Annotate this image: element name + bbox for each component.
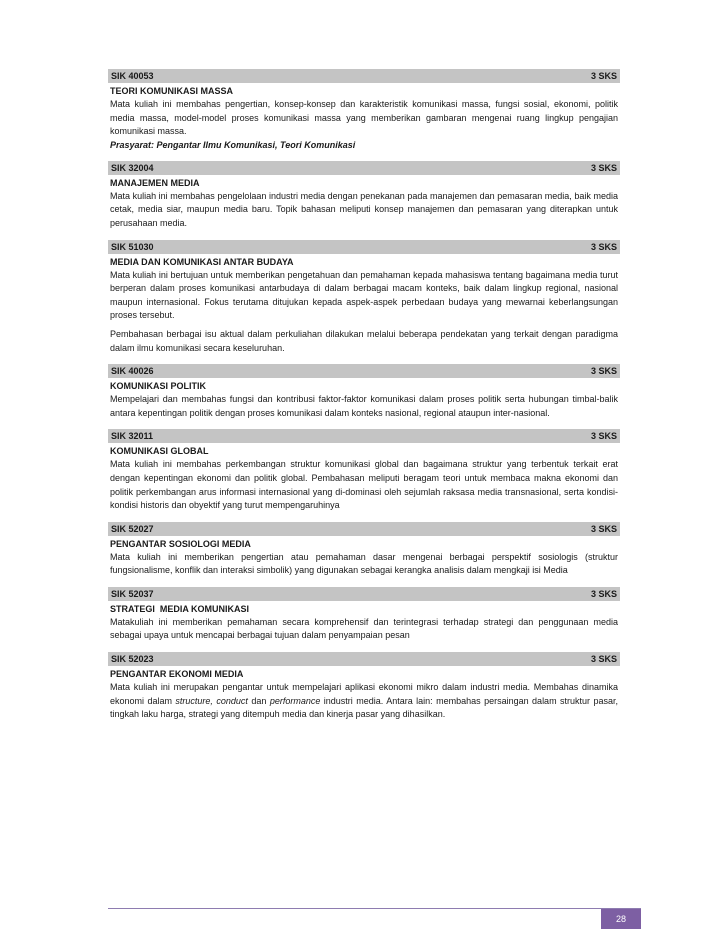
course-prerequisite: Prasyarat: Pengantar Ilmu Komunikasi, Teori Komunikasi bbox=[110, 139, 356, 150]
course-header bbox=[108, 587, 620, 601]
page-number: 28 bbox=[601, 909, 641, 929]
course-item bbox=[108, 364, 620, 420]
course-credits: 3 SKS bbox=[590, 162, 617, 173]
course-credits: 3 SKS bbox=[590, 71, 617, 81]
course-code: SIK 52023 bbox=[111, 654, 154, 665]
course-item bbox=[108, 69, 620, 152]
course-description: Matakuliah ini memberikan pemahaman secara komprehensif dan terintegrasi terhadap strategi dan penggunaan media sebagai upaya untuk mencapai berbagai tujuan dalam penyampaian pesan bbox=[110, 616, 618, 641]
course-header bbox=[108, 364, 620, 378]
course-description: Pembahasan berbagai isu aktual dalam perkuliahan dilakukan melalui beberapa pendekatan yang terkait dengan paradigma dalam ilmu komunikasi secara keseluruhan. bbox=[110, 328, 618, 353]
course-code: SIK 52037 bbox=[111, 588, 154, 599]
course-header bbox=[108, 69, 620, 83]
course-credits: 3 SKS bbox=[590, 588, 617, 599]
course-list bbox=[108, 69, 620, 731]
course-title: KOMUNIKASI POLITIK bbox=[110, 381, 206, 392]
footer-divider bbox=[108, 908, 641, 909]
course-title: PENGANTAR EKONOMI MEDIA bbox=[110, 669, 244, 680]
course-title: MEDIA DAN KOMUNIKASI ANTAR BUDAYA bbox=[110, 256, 294, 267]
course-credits: 3 SKS bbox=[590, 431, 617, 442]
course-title: STRATEGI MEDIA KOMUNIKASI bbox=[110, 603, 249, 614]
course-description: Mata kuliah ini merupakan pengantar untuk mempelajari aplikasi ekonomi mikro dalam industri media. Membahas dinamika ekonomi dalam structure, conduct dan performance industri media. Antara lain: membahas persaingan dalam struktur pasar, tingkah laku harga, strategi yang ditempuh media dan kinerja pasar yang dihasilkan. bbox=[110, 682, 618, 720]
course-item bbox=[108, 652, 620, 722]
course-code: SIK 32011 bbox=[111, 431, 154, 442]
course-credits: 3 SKS bbox=[590, 241, 617, 252]
course-description: Mata kuliah ini bertujuan untuk memberikan pengetahuan dan pemahaman kepada mahasiswa tentang bagaimana media turut berperan dalam proses komunikasi antarbudaya di dalam berbagai macam konteks, baik dalam lingkup regional, nasional maupun internasional. Fokus terutama ditujukan kepada aspek-aspek perbedaan budaya yang mewarnai keberlangsungan proses tersebut. bbox=[110, 269, 618, 321]
course-header bbox=[108, 161, 620, 175]
course-code: SIK 40026 bbox=[111, 366, 154, 377]
course-item bbox=[108, 240, 620, 356]
course-description: Mata kuliah ini membahas pengertian, konsep-konsep dan karakteristik komunikasi massa, fungsi sosial, ekonomi, politik media massa, model-model proses komunikasi massa yang memberikan gambaran mengenai ruang lingkup pengajian komunikasi massa. bbox=[110, 99, 618, 137]
course-title: TEORI KOMUNIKASI MASSA bbox=[110, 86, 234, 96]
course-header bbox=[108, 522, 620, 536]
course-code: SIK 52027 bbox=[111, 523, 154, 534]
course-item bbox=[108, 587, 620, 643]
course-description: Mata kuliah ini membahas pengelolaan industri media dengan penekanan pada manajemen dan pemasaran media, baik media cetak, media siar, maupun media baru. Topik bahasan meliputi konsep manajemen dan pemasaran yang diterapkan untuk perusahaan media. bbox=[110, 190, 618, 228]
course-item bbox=[108, 522, 620, 578]
course-item bbox=[108, 161, 620, 231]
course-description: Mata kuliah ini memberikan pengertian atau pemahaman dasar mengenai berbagai perspektif sosiologis (struktur fungsionalisme, konflik dan interaksi simbolik) yang digunakan sebagai kerangka analisis dalam mengkaji isi Media bbox=[110, 551, 618, 576]
course-header bbox=[108, 429, 620, 443]
course-description: Mempelajari dan membahas fungsi dan kontribusi faktor-faktor komunikasi dalam proses politik serta hubungan timbal-balik antara kepentingan politik dengan proses komunikasi dalam konteks nasional, regional ataupun inter-nasional. bbox=[110, 394, 618, 418]
course-code: SIK 32004 bbox=[111, 162, 154, 173]
course-title: KOMUNIKASI GLOBAL bbox=[110, 446, 209, 457]
course-title: MANAJEMEN MEDIA bbox=[110, 177, 200, 188]
course-description: Mata kuliah ini membahas perkembangan struktur komunikasi global dan bagaimana struktur yang terbentuk terkait erat dengan kepentingan ekonomi dan politik global. Pembahasan meliputi beragam teori untuk membaca makna ekonomi dan politik perkembangan arus informasi internasional yang di-dominasi oleh sejumlah raksasa media transnasional, serta kondisi-kondisi historis dan obyektif yang turut mempengaruhinya bbox=[110, 459, 618, 511]
course-title: PENGANTAR SOSIOLOGI MEDIA bbox=[110, 538, 251, 549]
course-header bbox=[108, 240, 620, 254]
course-code: SIK 40053 bbox=[111, 71, 154, 81]
course-item bbox=[108, 429, 620, 512]
course-credits: 3 SKS bbox=[590, 366, 617, 377]
course-credits: 3 SKS bbox=[590, 654, 617, 665]
course-credits: 3 SKS bbox=[590, 523, 617, 534]
course-header bbox=[108, 652, 620, 666]
course-code: SIK 51030 bbox=[111, 241, 154, 252]
